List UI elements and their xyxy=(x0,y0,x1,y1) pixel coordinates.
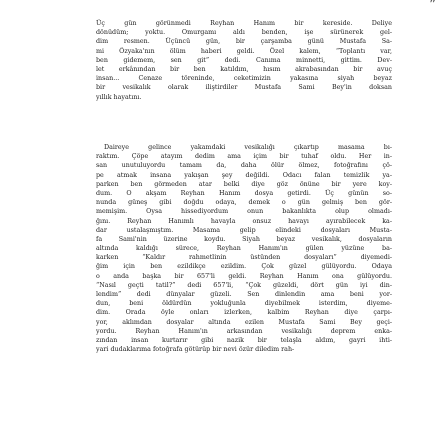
text-line: dun, beni öldürdün yokluğunla diyebilmek isterdim, diyeme- xyxy=(96,300,392,308)
text-line: let erkânından bir ben katıldım, hısım akrabasından bir avuç xyxy=(96,65,392,73)
text-line: dar ustalaşmıştım. Masama gelip elindeki dosyaları Musta- xyxy=(96,226,392,234)
text-line: dim. Orada öyle onları izlerken, kalbim Reyhan diye çarpı- xyxy=(96,309,392,317)
text-line: dum. O akşam Reyhan Hanım dosya getirdi. Üç günün so- xyxy=(96,189,392,197)
text-line: ğını. Reyhan Hanımlı havayla onsuz havayı ayırabilecek ka- xyxy=(96,217,392,225)
text-line: san unutuluyordu tamam da, daha ölür ölmez, fotoğrafını çö- xyxy=(96,162,392,170)
text-line: yari dudaklarıma fotoğrafa götürüp bir nevi özür diledim rah- xyxy=(96,346,295,354)
text-line: yordu. Reyhan Hanım'ın arkasından vesikalığı deprem enka- xyxy=(96,327,392,335)
text-line: raktım. Çöpe atayım dedim ama içim bir tuhaf oldu. Her in- xyxy=(96,153,392,161)
text-line: dim resmen. Üçüncü gün, bir çarşamba günü Mustafa Sa- xyxy=(96,38,392,46)
text-line: yor, aklımdan dosyalar altında ezilen Mustafa Sami Bey geçi- xyxy=(96,318,392,326)
text-line: dönüdüm; yoktu. Omurgamı aldı benden, işe sürünerek gel- xyxy=(96,29,392,37)
paragraph-1 xyxy=(96,19,392,102)
text-line: zından insan kurtarır gibi nazik bir telaşla aldım, gayri ihti- xyxy=(96,336,392,344)
text-line: karken “Kaldır rahmetlinin üstünden dosyaları” diyemedi- xyxy=(96,254,392,262)
text-line: insan... Cenaze töreninde, ceketimizin yakasına siyah beyaz xyxy=(96,75,392,83)
text-line: yıllık hayatını. xyxy=(96,93,142,101)
paragraph-2 xyxy=(96,143,392,354)
text-line: “Nasıl geçti tatil?” dedi 657'li, “Çok güzeldi, dört gün iyi din- xyxy=(96,281,392,289)
text-line: ben gidemem, sen git” dedi. Canıma minnetti, gittim. Dev- xyxy=(96,56,392,64)
text-line: altında kaldığı sürece, Reyhan Hanım'ın gülen yüzüne ba- xyxy=(96,245,392,253)
text-line: ğim için ben ezildikçe ezildim. Çok güzel gülüyordu. Odaya xyxy=(96,263,392,271)
text-line: Üç gün görünmedi Reyhan Hanım bir kereside. Deliye xyxy=(96,20,392,27)
text-line: lendim” dedi dünyalar güzeli. Sen dinlendin ama beni yor- xyxy=(96,291,392,298)
text-line: Daireye gelince yakamdaki vesikalığı çıkartıp masama bı- xyxy=(104,144,392,151)
text-line: mi Özyaka'nın ölüm haberi geldi. Özel kalem, “Toplantı var, xyxy=(96,47,392,55)
text-line: fa Sami'nin üzerine koydu. Siyah beyaz vesikalık, dosyaların xyxy=(96,235,392,243)
text-line: nunda güneş gibi doğdu odaya, demek o gün gelmiş ben gör- xyxy=(96,199,392,207)
text-line: memişim. Oysa hissediyordum onun bakanlıkta olup olmadı- xyxy=(96,208,392,216)
text-line: pe atmak insana yakışan şey değildi. Odacı falan temizlik ya- xyxy=(96,171,392,179)
text-line: parken ben görmeden atar belki diye göz önüne bir yere koy- xyxy=(96,180,392,188)
quote-mark: ” xyxy=(429,0,436,13)
text-line: o anda başka bir 657'li geldi. Reyhan Hanım ona gülüyordu. xyxy=(96,272,392,280)
text-line: bir vesikalık olarak iliştirdiler Mustafa Sami Bey'in doksan xyxy=(96,84,392,92)
